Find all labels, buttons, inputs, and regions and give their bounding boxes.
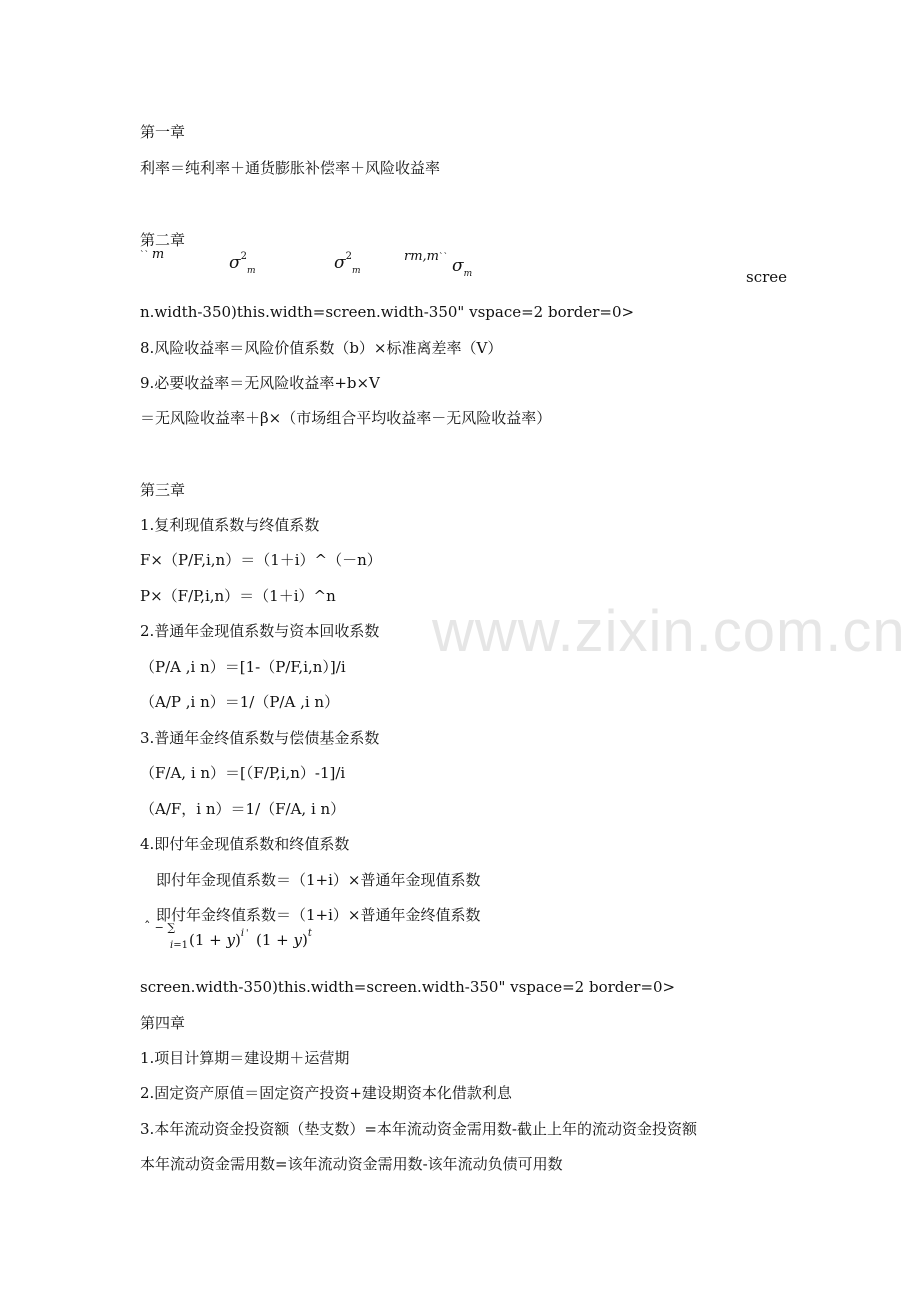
- ch4-line-4: 本年流动资金需用数=该年流动资金需用数-该年流动负债可用数: [140, 1155, 563, 1173]
- formula-sigma-squared-1: $\sigma^2_m$: [229, 251, 256, 276]
- capm-formula: ＝无风险收益率＋β×（市场组合平均收益率－无风险收益率）: [140, 409, 552, 427]
- formula-fragment-1: `` m: [140, 247, 165, 262]
- ch3-line-1: 1.复利现值系数与终值系数: [140, 516, 320, 534]
- ch4-line-1: 1.项目计算期＝建设期＋运营期: [140, 1049, 350, 1067]
- ch3-line-7: 3.普通年金终值系数与偿债基金系数: [140, 729, 380, 747]
- ch3-line-3: P×（F/P,i,n）＝（1＋i）^n: [140, 587, 336, 605]
- ch3-broken-code-line: screen.width-350)this.width=screen.width-350" vspace=2 border=0>: [140, 978, 676, 996]
- ch3-line-2: F×（P/F,i,n）＝（1＋i）^（－n）: [140, 551, 382, 569]
- chapter-4-heading: 第四章: [140, 1014, 186, 1032]
- required-return-rate: 9.必要收益率＝无风险收益率+b×V: [140, 374, 380, 392]
- chapter-2-heading: 第二章: [140, 231, 186, 249]
- ch3-line-11: 即付年金现值系数＝（1+i）×普通年金现值系数: [156, 871, 481, 889]
- broken-code-fragment: scree: [746, 268, 788, 286]
- interest-rate-formula: 利率＝纯利率＋通货膨胀补偿率＋风险收益率: [140, 159, 441, 177]
- watermark: www.zixin.com.cn: [432, 599, 906, 664]
- formula-tick: ': [246, 929, 249, 939]
- ch3-line-9: （A/F，i n）＝1/（F/A, i n）: [140, 800, 346, 818]
- formula-sigma-squared-2: $\sigma^2_m$: [334, 251, 361, 276]
- chapter-3-heading: 第三章: [140, 481, 186, 499]
- ch3-line-8: （F/A, i n）＝[（F/P,i,n）-1]/i: [140, 764, 346, 782]
- formula-fragment-3: ˆ − ∑: [144, 920, 176, 935]
- ch3-line-6: （A/P ,i n）＝1/（P/A ,i n）: [140, 693, 340, 711]
- formula-one-plus-y-2: $(1 + y)^t$: [256, 928, 312, 949]
- ch4-line-2: 2.固定资产原值＝固定资产投资+建设期资本化借款利息: [140, 1084, 512, 1102]
- broken-code-line: n.width-350)this.width=screen.width-350" vspace=2 border=0>: [140, 303, 635, 321]
- chapter-1-heading: 第一章: [140, 123, 186, 141]
- risk-return-rate: 8.风险收益率＝风险价值系数（b）×标准离差率（V）: [140, 339, 503, 357]
- formula-sum-index: i=1: [170, 940, 188, 951]
- ch4-line-3: 3.本年流动资金投资额（垫支数）=本年流动资金需用数-截止上年的流动资金投资额: [140, 1120, 697, 1138]
- ch3-line-12: 即付年金终值系数＝（1+i）×普通年金终值系数: [156, 906, 481, 924]
- ch3-line-4: 2.普通年金现值系数与资本回收系数: [140, 622, 380, 640]
- formula-sigma-m: $\sigma_m$: [452, 256, 473, 279]
- ch3-line-10: 4.即付年金现值系数和终值系数: [140, 835, 350, 853]
- formula-one-plus-y-1: $(1 + y)^i$: [189, 928, 245, 949]
- ch3-line-5: （P/A ,i n）＝[1-（P/F,i,n）]/i: [140, 658, 346, 676]
- formula-fragment-2: rm,m``: [404, 249, 449, 264]
